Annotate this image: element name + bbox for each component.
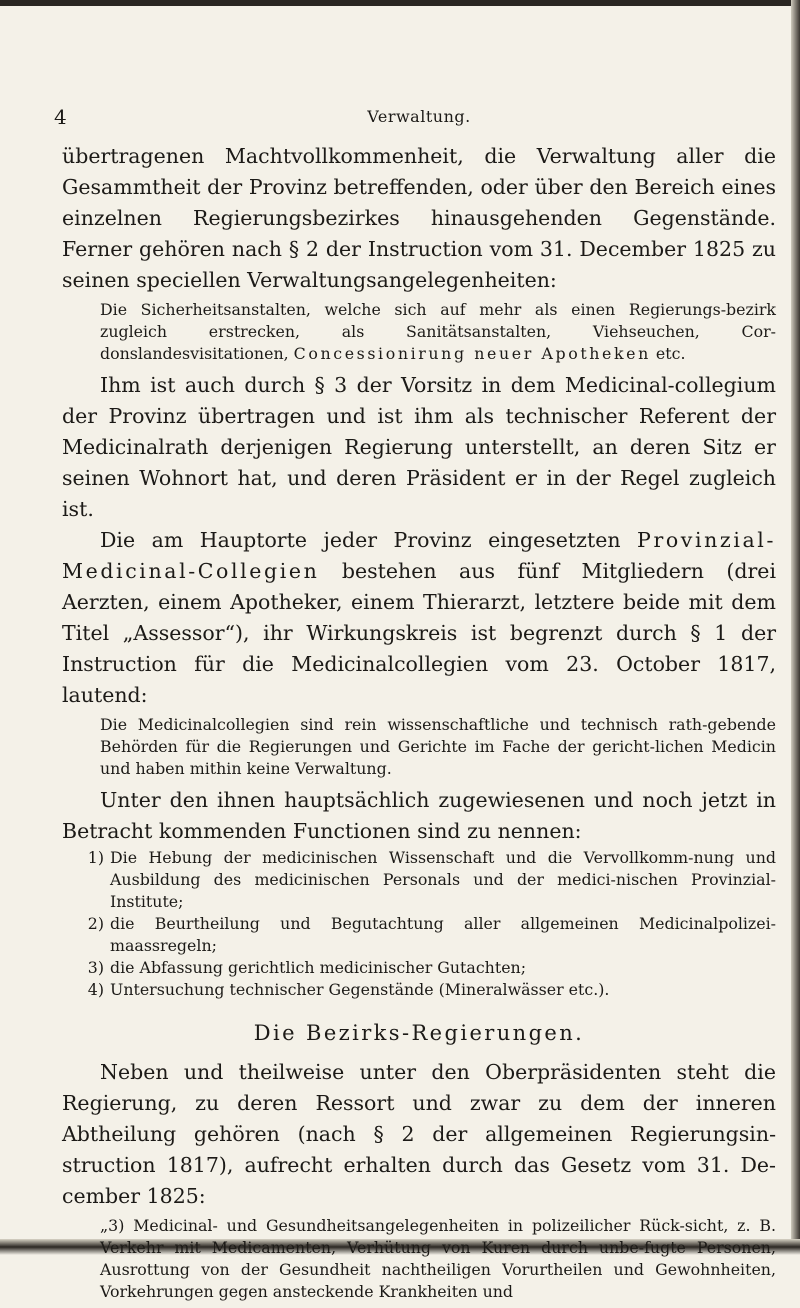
footnote-quote-3: „3) Medicinal- und Gesundheitsangelegenheiten in polizeilicher Rück-sicht, z. B. Verkehr mit Medicamenten, Verhütung von Kuren durch unbe-fugte Personen, Ausrottung von der Gesundheit nachtheiligen Vorurtheilen und Gewohnheiten, Vorkehrungen gegen ansteckende Krankheiten und	[100, 1216, 776, 1301]
list-item-text: Die Hebung der medicinischen Wissenschaft und die Vervollkomm-nung und Ausbildung des medicinischen Personals und der medici-nischen Provinzial-Institute;	[110, 848, 776, 911]
paragraph-4: Unter den ihnen hauptsächlich zugewiesenen und noch jetzt in Betracht kommenden Functionen sind zu nennen:	[62, 788, 776, 843]
section-heading: Die Bezirks-Regierungen.	[253, 1021, 585, 1045]
book-page	[54, 105, 776, 1308]
list-item	[62, 957, 776, 979]
list-item-number: 3)	[87, 958, 104, 977]
scan-right-edge	[791, 0, 800, 1269]
scan-top-edge	[0, 0, 800, 6]
footnote-quote-1-emphasis: Concessionirung neuer Apotheken	[293, 344, 651, 363]
list-item	[62, 847, 776, 913]
page-header	[54, 105, 776, 141]
footnote-quote-1	[62, 299, 776, 365]
list-item	[62, 913, 776, 957]
paragraph-1: übertragenen Machtvollkommenheit, die Verwaltung aller die Gesammtheit der Provinz betreffenden, oder über den Bereich eines einzelnen Regierungsbezirkes hinausgehenden Gegenstände. Ferner gehören nach § 2 der Instruction vom 31. December 1825 zu seinen speciellen Verwaltungsangelegenheiten:	[62, 144, 776, 292]
list-item-text: Untersuchung technischer Gegenstände (Mineralwässer etc.).	[110, 980, 610, 999]
list-item-number: 2)	[87, 914, 104, 933]
paragraph-3	[62, 525, 776, 711]
list-item	[62, 979, 776, 1001]
paragraph-3-emphasis: Provinzial-Medicinal-Collegien	[62, 528, 776, 583]
functions-list	[62, 847, 776, 1001]
footnote-quote-2: Die Medicinalcollegien sind rein wissenschaftliche und technisch rath-gebende Behörden für die Regierungen und Gerichte im Fache der gericht-lichen Medicin und haben mithin keine Verwaltung.	[100, 715, 776, 778]
paragraph-3-b: bestehen aus fünf Mitgliedern (drei Aerzten, einem Apotheker, einem Thierarzt, letztere beide mit dem Titel „Assessor“), ihr Wirkungskreis ist begrenzt durch § 1 der Instruction für die Medicinalcollegien vom 23. October 1817, lautend:	[62, 559, 776, 707]
footnote-quote-1-b: etc.	[650, 344, 686, 363]
footnote-quote-1-a: Die Sicherheitsanstalten, welche sich auf mehr als einen Regierungs-bezirk zugleich erstrecken, als Sanitätsanstalten, Viehseuchen, Cor-donslandesvisitationen,	[100, 300, 776, 363]
page-number: 4	[54, 105, 67, 129]
running-head: Verwaltung.	[367, 107, 471, 126]
paragraph-2: Ihm ist auch durch § 3 der Vorsitz in dem Medicinal-collegium der Provinz übertragen und ist ihm als technischer Referent der Medicinalrath derjenigen Regierung unterstellt, an deren Sitz er seinen Wohnort hat, und deren Präsident er in der Regel zugleich ist.	[62, 373, 776, 521]
paragraph-3-a: Die am Hauptorte jeder Provinz eingesetzten	[100, 528, 638, 552]
list-item-number: 1)	[87, 848, 104, 867]
list-item-text: die Abfassung gerichtlich medicinischer Gutachten;	[110, 958, 527, 977]
paragraph-5: Neben und theilweise unter den Oberpräsidenten steht die Regierung, zu deren Ressort und zwar zu dem der inneren Abtheilung gehören (nach § 2 der allgemeinen Regierungsin-struction 1817), aufrecht erhalten durch das Gesetz vom 31. De-cember 1825:	[62, 1060, 776, 1208]
list-item-number: 4)	[87, 980, 104, 999]
list-item-text: die Beurtheilung und Begutachtung aller allgemeinen Medicinalpolizei-maassregeln;	[110, 914, 776, 955]
